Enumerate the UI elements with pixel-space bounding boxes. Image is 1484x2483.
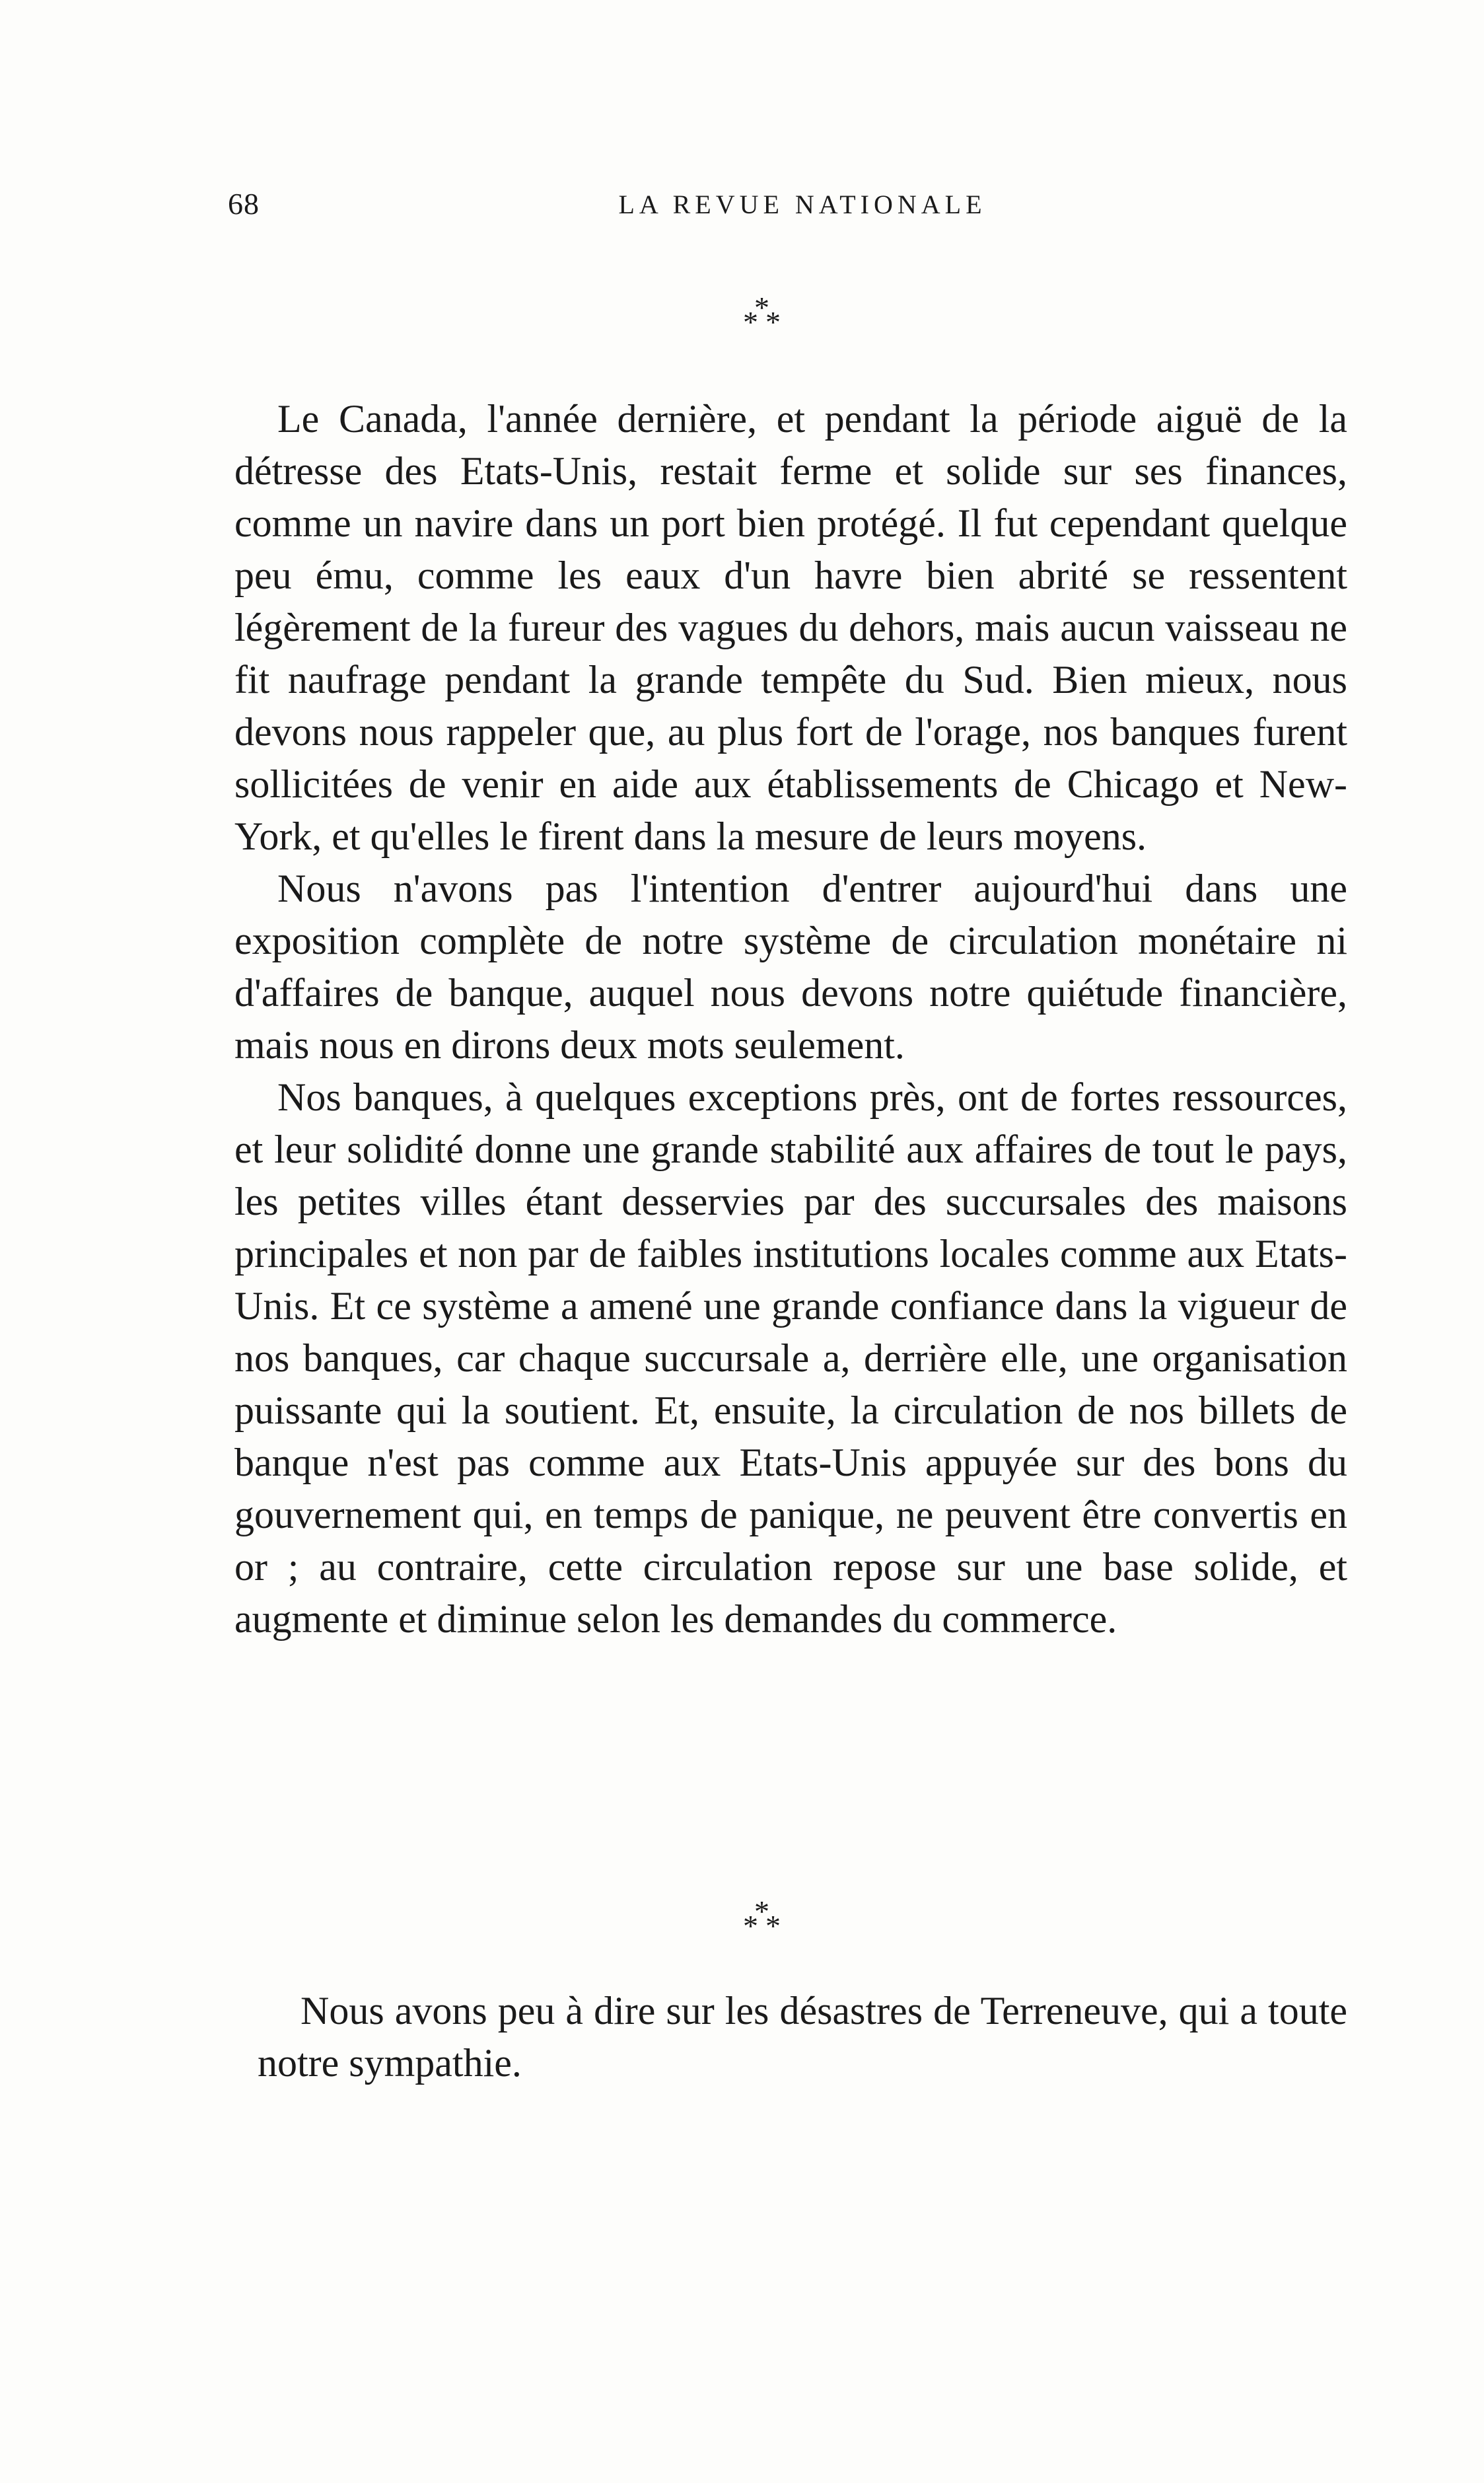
- asterism-star-top: *: [754, 1894, 769, 1928]
- asterism-star-left: *: [743, 305, 758, 339]
- page-number: 68: [228, 187, 260, 221]
- text-section-2: [258, 1985, 1347, 2089]
- paragraph: Nos banques, à quelques exceptions près, ont de fortes ressources, et leur solidité donne une grande stabilité aux affaires de tout le pays, les petites villes étant desservies par des succursales des maisons principales et non par de faibles institutions locales comme aux Etats-Unis. Et ce système a amené une grande confiance dans la vigueur de nos banques, car chaque succursale a, derrière elle, une organisation puissante qui la soutient. Et, ensuite, la circulation de nos billets de banque n'est pas comme aux Etats-Unis appuyée sur des bons du gouvernement qui, en temps de panique, ne peuvent être convertis en or ; au contraire, cette circulation repose sur une base solide, et augmente et diminue selon les demandes du commerce.: [234, 1075, 1347, 1641]
- text-section-1: [234, 393, 1347, 1645]
- running-title: LA REVUE NATIONALE: [618, 190, 987, 219]
- asterism-star-top: *: [754, 291, 769, 324]
- asterism-star-right: *: [765, 305, 781, 339]
- page-header: [228, 186, 1351, 233]
- asterism-star-right: *: [765, 1909, 781, 1943]
- paragraph: Nous avons peu à dire sur les désastres de Terreneuve, qui a toute notre sympathie.: [258, 1989, 1347, 2085]
- asterism-star-left: *: [743, 1909, 758, 1943]
- paragraph: Nous n'avons pas l'intention d'entrer aujourd'hui dans une exposition complète de notre système de circulation monétaire ni d'affaires de banque, auquel nous devons notre quiétude financière, mais nous en dirons deux mots seulement.: [234, 867, 1347, 1067]
- paragraph: Le Canada, l'année dernière, et pendant la période aiguë de la détresse des Etats-Unis, restait ferme et solide sur ses finances, comme un navire dans un port bien protégé. Il fut cependant quelque peu ému, comme les eaux d'un havre bien abrité se ressentent légèrement de la fureur des vagues du dehors, mais aucun vaisseau ne fit naufrage pendant la grande tempête du Sud. Bien mieux, nous devons nous rappeler que, au plus fort de l'orage, nos banques furent sollicitées de venir en aide aux établissements de Chicago et New-York, et qu'elles le firent dans la mesure de leurs moyens.: [234, 397, 1347, 858]
- section-separator-asterism: [0, 1894, 1484, 1943]
- section-separator-asterism: [0, 291, 1484, 339]
